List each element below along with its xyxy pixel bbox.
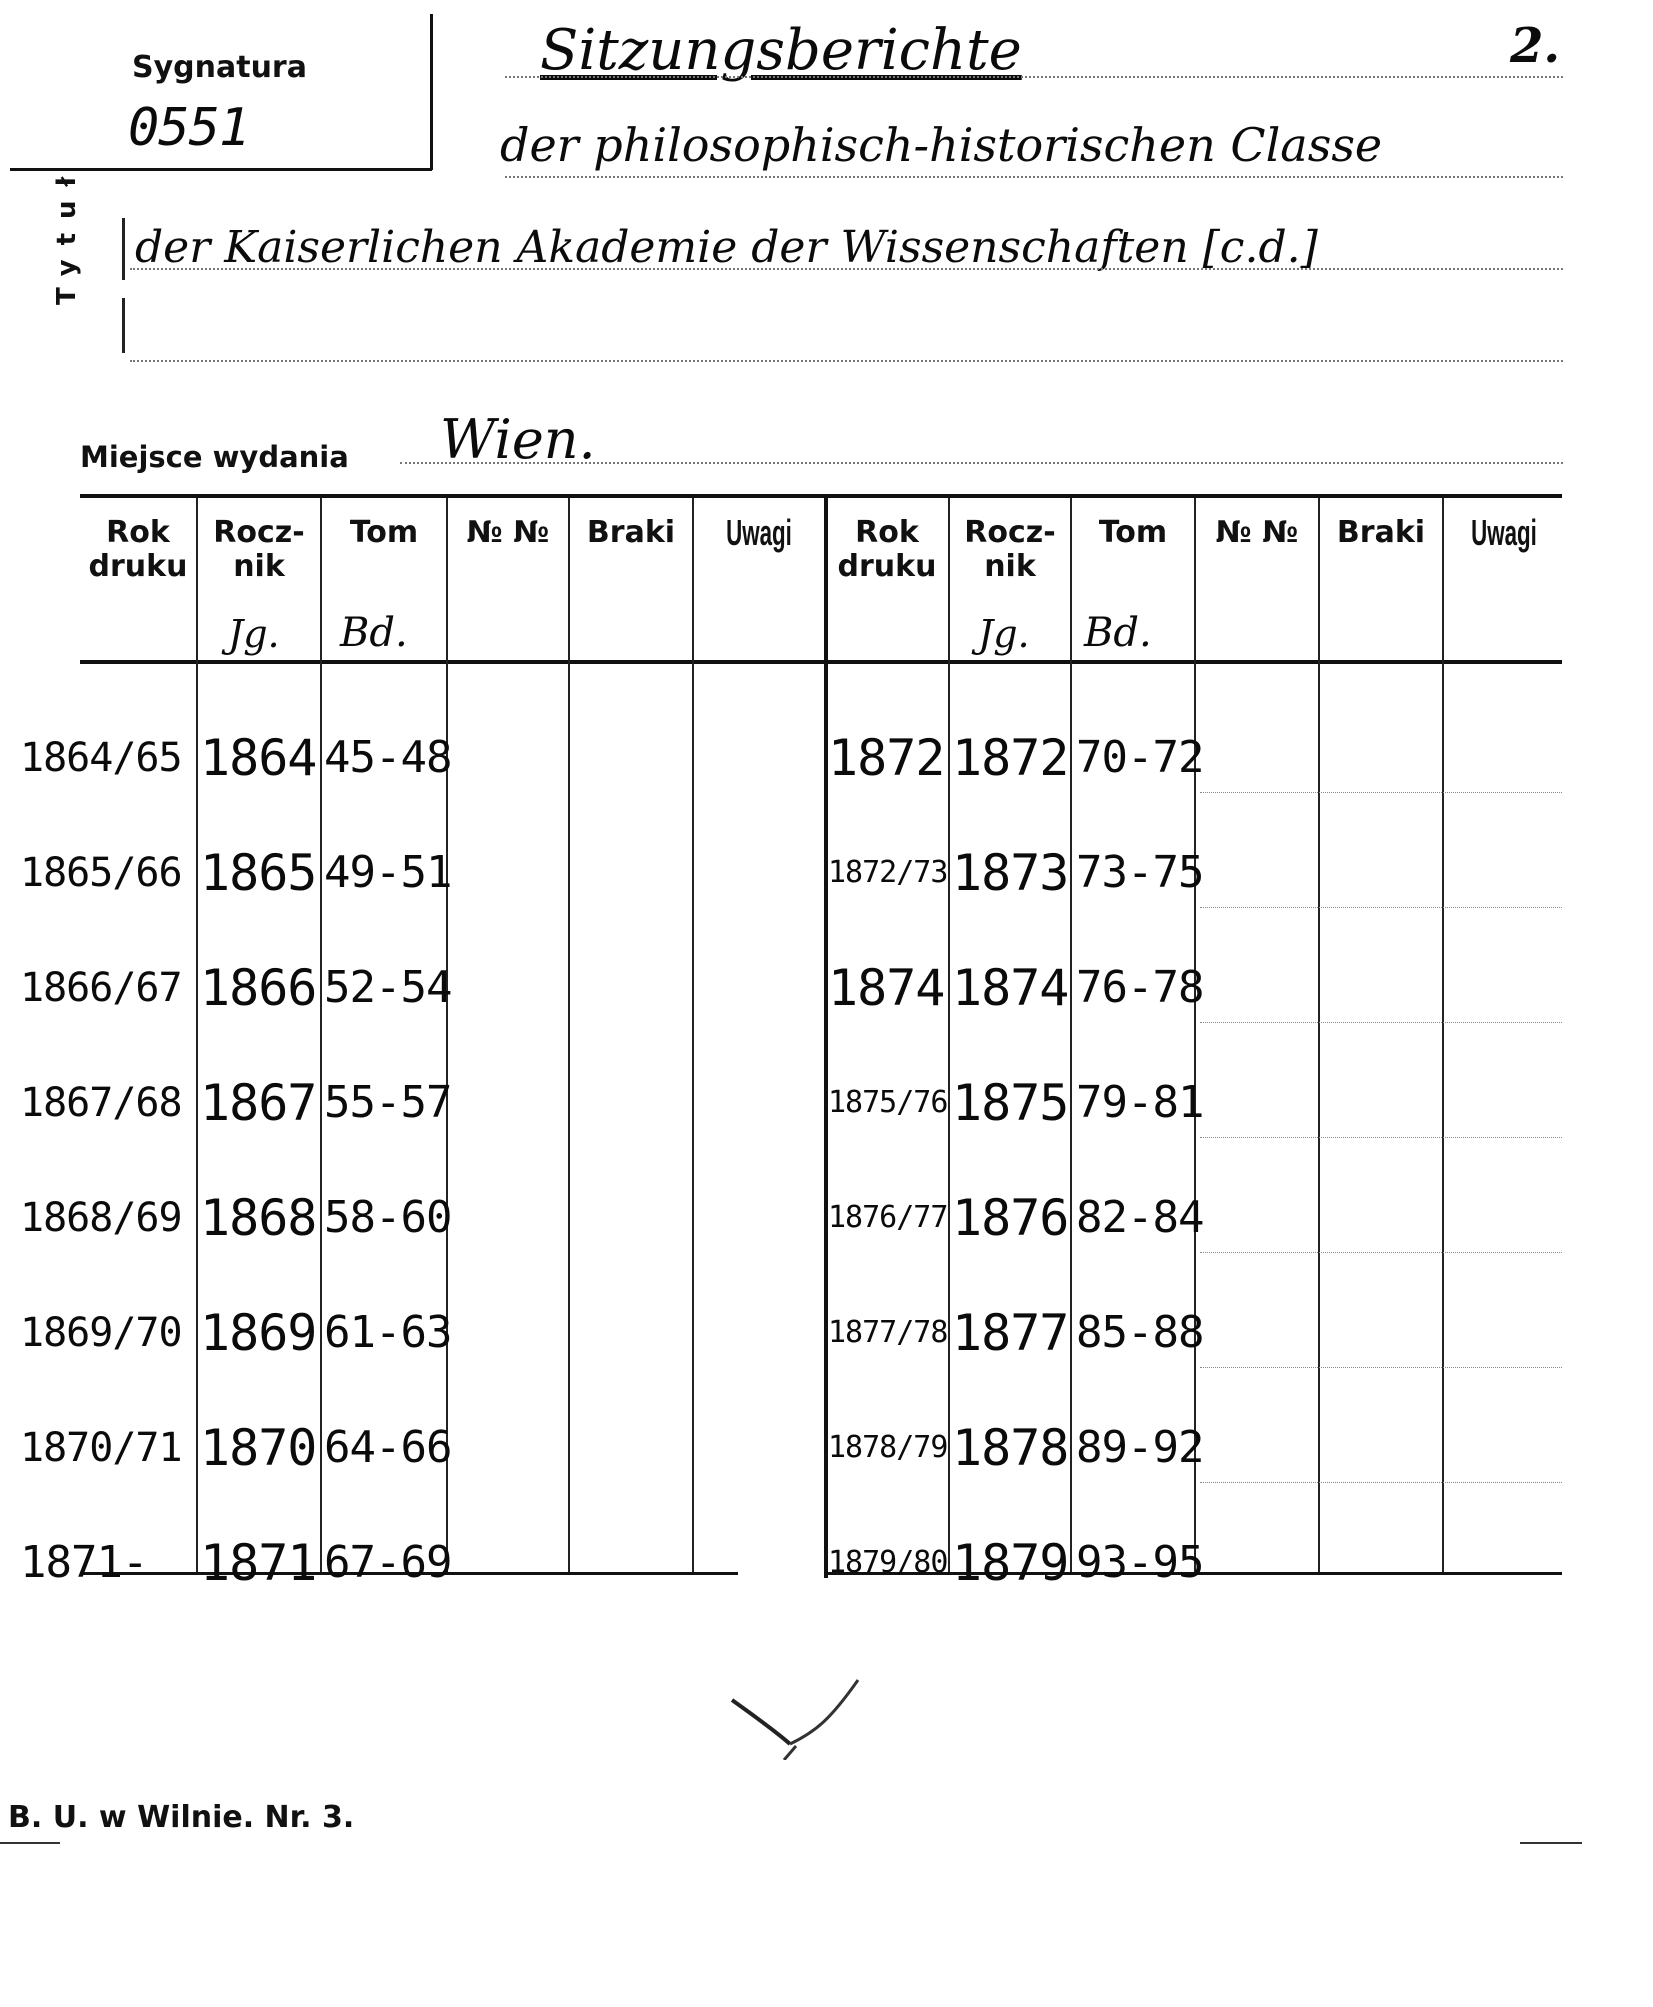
col-divider — [196, 498, 198, 1572]
cell-left-rok: 1871- — [20, 1537, 148, 1588]
signature-divider — [430, 14, 433, 170]
cell-right-tom: 82-84 — [1076, 1192, 1204, 1243]
col-divider — [1318, 498, 1320, 1572]
row-separator — [1200, 1022, 1562, 1023]
cell-right-tom: 76-78 — [1076, 962, 1204, 1013]
cell-right-rocznik: 1873 — [952, 844, 1069, 902]
row-separator — [1200, 792, 1562, 793]
cell-right-rok: 1879/80 — [828, 1545, 948, 1580]
header-rocznik-hand-right: Jg. — [978, 612, 1030, 656]
header-uwagi-right: Uwagi — [1471, 512, 1537, 553]
footer-rule-right — [1520, 1842, 1582, 1844]
cell-left-tom: 49-51 — [324, 847, 452, 898]
center-divider — [824, 498, 828, 1578]
row-separator — [1200, 1367, 1562, 1368]
cell-left-rocznik: 1866 — [200, 959, 317, 1017]
cell-left-rok: 1864/65 — [20, 735, 182, 781]
cell-right-rok: 1876/77 — [828, 1200, 948, 1235]
col-divider — [948, 498, 950, 1572]
header-uwagi: Uwagi — [726, 512, 792, 553]
title-line-2-rule — [505, 176, 1563, 178]
cell-left-rocznik: 1868 — [200, 1189, 317, 1247]
table-header-rule — [80, 660, 1562, 664]
cell-right-tom: 85-88 — [1076, 1307, 1204, 1358]
cell-left-tom: 55-57 — [324, 1077, 452, 1128]
header-numery-right: № № — [1215, 515, 1299, 550]
cell-right-rocznik: 1879 — [952, 1534, 1069, 1592]
place-label: Miejsce wydania — [80, 440, 349, 474]
col-divider — [1442, 498, 1444, 1572]
header-tom-hand-right: Bd. — [1084, 610, 1152, 656]
footer-text: B. U. w Wilnie. Nr. 3. — [8, 1800, 355, 1835]
cell-right-tom: 93-95 — [1076, 1537, 1204, 1588]
cell-left-tom: 58-60 — [324, 1192, 452, 1243]
cell-left-rocznik: 1864 — [200, 729, 317, 787]
row-separator — [1200, 1482, 1562, 1483]
place-rule — [400, 462, 1563, 464]
cell-right-rocznik: 1878 — [952, 1419, 1069, 1477]
cell-right-rocznik: 1877 — [952, 1304, 1069, 1362]
header-rok-druku-right: Rok druku — [837, 515, 937, 584]
cell-left-rocznik: 1870 — [200, 1419, 317, 1477]
cell-left-rok: 1865/66 — [20, 850, 182, 896]
row-separator — [1200, 907, 1562, 908]
cell-right-rok: 1877/78 — [828, 1315, 948, 1350]
cell-right-tom: 70-72 — [1076, 732, 1204, 783]
header-numery: № № — [466, 515, 550, 550]
cell-left-tom: 67-69 — [324, 1537, 452, 1588]
col-divider — [692, 498, 694, 1572]
cell-right-rocznik: 1875 — [952, 1074, 1069, 1132]
col-divider — [1070, 498, 1072, 1572]
col-divider — [568, 498, 570, 1572]
header-rocznik-hand: Jg. — [228, 612, 280, 656]
cell-right-rok: 1872/73 — [828, 855, 948, 890]
title-line-3: der Kaiserlichen Akademie der Wissenschaften [c.d.] — [135, 222, 1318, 273]
title-side-label: Tytuł — [52, 162, 82, 305]
col-divider — [1194, 498, 1196, 1572]
cell-left-rocznik: 1869 — [200, 1304, 317, 1362]
cell-right-tom: 89-92 — [1076, 1422, 1204, 1473]
cell-left-tom: 52-54 — [324, 962, 452, 1013]
title-side-divider-1 — [122, 218, 125, 280]
header-tom: Tom — [349, 515, 419, 550]
title-line-4-rule — [130, 360, 1563, 362]
cell-left-tom: 45-48 — [324, 732, 452, 783]
place-value: Wien. — [440, 408, 596, 471]
header-braki-right: Braki — [1336, 515, 1426, 550]
cell-right-rocznik: 1876 — [952, 1189, 1069, 1247]
cell-right-rocznik: 1872 — [952, 729, 1069, 787]
header-braki: Braki — [586, 515, 676, 550]
cell-left-tom: 64-66 — [324, 1422, 452, 1473]
title-line-1: Sitzungsberichte — [540, 18, 1022, 83]
cell-left-rok: 1866/67 — [20, 965, 182, 1011]
header-rocznik-right: Rocz- nik — [964, 515, 1056, 584]
title-line-1-rule — [505, 76, 1563, 78]
cell-left-rok: 1868/69 — [20, 1195, 182, 1241]
corner-mark: 2. — [1510, 18, 1561, 74]
cell-left-tom: 61-63 — [324, 1307, 452, 1358]
header-tom-right: Tom — [1098, 515, 1168, 550]
row-separator — [1200, 1137, 1562, 1138]
footer-rule-left — [0, 1842, 60, 1844]
signature-value: 0551 — [128, 98, 250, 158]
col-divider — [320, 498, 322, 1572]
cell-right-tom: 73-75 — [1076, 847, 1204, 898]
cell-right-rocznik: 1874 — [952, 959, 1069, 1017]
title-side-divider-2 — [122, 298, 125, 353]
cell-left-rok: 1869/70 — [20, 1310, 182, 1356]
cell-left-rok: 1867/68 — [20, 1080, 182, 1126]
cell-left-rok: 1870/71 — [20, 1425, 182, 1471]
title-line-3-rule — [130, 268, 1563, 270]
signature-label: Sygnatura — [132, 50, 307, 85]
cell-right-rok: 1875/76 — [828, 1085, 948, 1120]
col-divider — [446, 498, 448, 1572]
header-rocznik: Rocz- nik — [213, 515, 305, 584]
cell-right-rok: 1874 — [828, 959, 945, 1017]
cell-right-tom: 79-81 — [1076, 1077, 1204, 1128]
title-line-2: der philosophisch-historischen Classe — [500, 118, 1383, 172]
row-separator — [1200, 1252, 1562, 1253]
cell-left-rocznik: 1865 — [200, 844, 317, 902]
cell-right-rok: 1878/79 — [828, 1430, 948, 1465]
header-rok-druku: Rok druku — [88, 515, 188, 584]
pencil-check-mark — [720, 1660, 880, 1760]
header-tom-hand: Bd. — [340, 610, 408, 656]
cell-left-rocznik: 1867 — [200, 1074, 317, 1132]
cell-right-rok: 1872 — [828, 729, 945, 787]
cell-left-rocznik: 1871 — [200, 1534, 317, 1592]
table-top-rule — [80, 494, 1562, 498]
